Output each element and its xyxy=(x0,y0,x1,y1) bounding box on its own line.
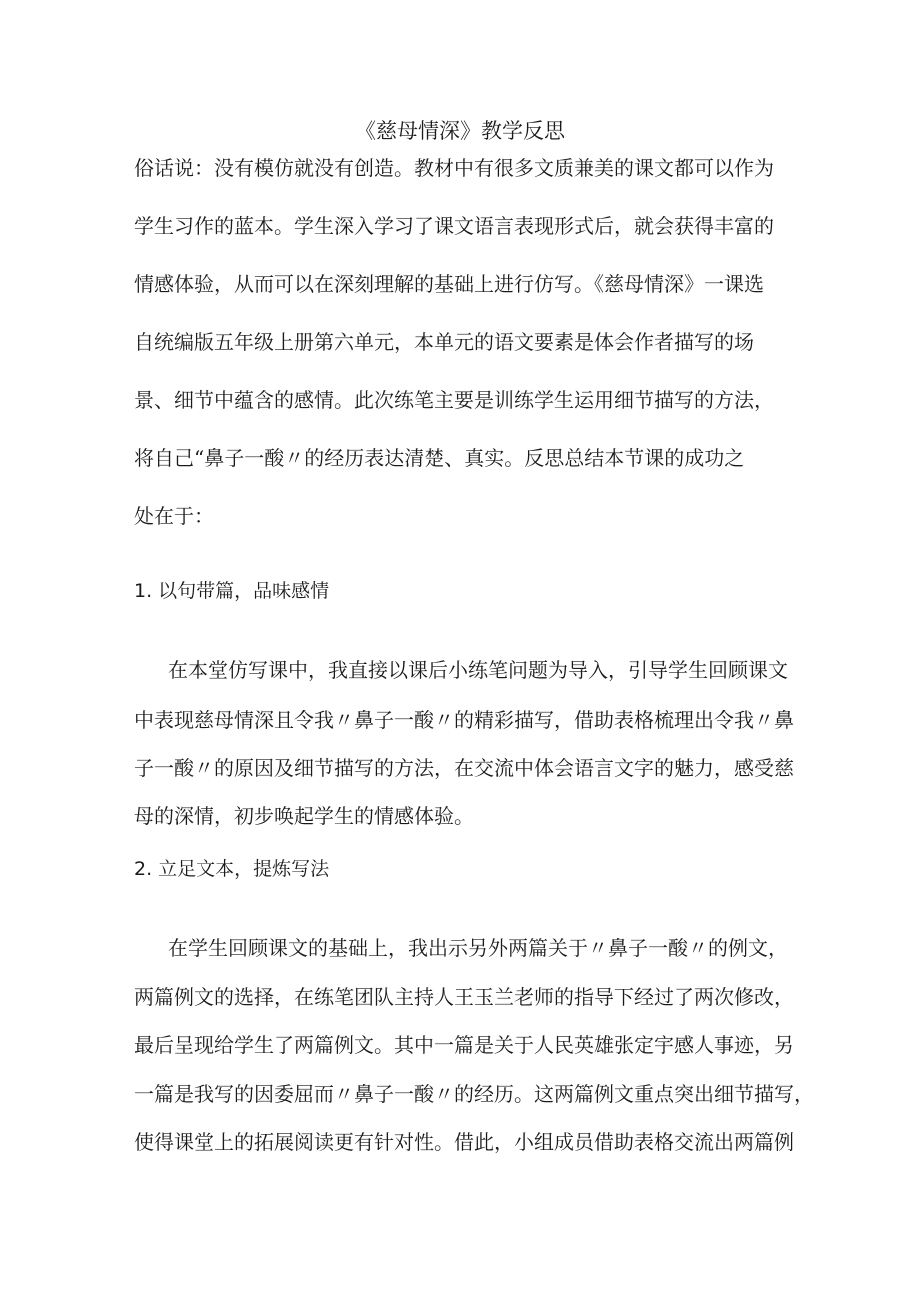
text-line: 母的深情，初步唤起学生的情感体验。 xyxy=(134,804,474,828)
document-title: 《慈母情深》教学反思 xyxy=(355,119,565,143)
text-line: 俗话说：没有模仿就没有创造。教材中有很多文质兼美的课文都可以作为 xyxy=(134,156,774,180)
text-line: 在本堂仿写课中，我直接以课后小练笔问题为导入，引导学生回顾课文 xyxy=(168,658,788,682)
text-line: 最后呈现给学生了两篇例文。其中一篇是关于人民英雄张定宇感人事迹，另 xyxy=(134,1033,794,1057)
text-line: 自统编版五年级上册第六单元，本单元的语文要素是体会作者描写的场 xyxy=(134,330,754,354)
text-line: 处在于： xyxy=(134,504,214,528)
text-line: 两篇例文的选择，在练笔团队主持人王玉兰老师的指导下经过了两次修改， xyxy=(134,985,794,1009)
text-line: 将自己“鼻子一酸〃的经历表达清楚、真实。反思总结本节课的成功之 xyxy=(134,446,745,470)
text-line: 使得课堂上的拓展阅读更有针对性。借此，小组成员借助表格交流出两篇例 xyxy=(134,1130,794,1154)
text-line: 在学生回顾课文的基础上，我出示另外两篇关于〃鼻子一酸〃的例文， xyxy=(168,936,788,960)
text-line: 一篇是我写的因委屈而〃鼻子一酸〃的经历。这两篇例文重点突出细节描写， xyxy=(134,1082,814,1106)
text-line: 中表现慈母情深且令我〃鼻子一酸〃的精彩描写，借助表格梳理出令我〃鼻 xyxy=(134,708,794,732)
text-line: 学生习作的蓝本。学生深入学习了课文语言表现形式后，就会获得丰富的 xyxy=(134,214,774,238)
section-1-heading: 1. 以句带篇，品味感情 xyxy=(134,580,330,602)
text-line: 情感体验，从而可以在深刻理解的基础上进行仿写。《慈母情深》一课选 xyxy=(134,272,764,296)
text-line: 景、细节中蕴含的感情。此次练笔主要是训练学生运用细节描写的方法， xyxy=(134,388,774,412)
text-line: 子一酸〃的原因及细节描写的方法，在交流中体会语言文字的魅力，感受慈 xyxy=(134,756,794,780)
section-2-heading: 2. 立足文本，提炼写法 xyxy=(134,858,330,880)
